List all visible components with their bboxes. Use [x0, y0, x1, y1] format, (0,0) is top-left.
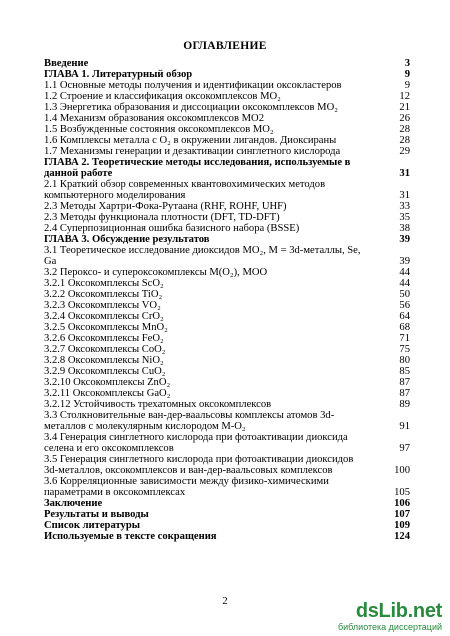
- toc-entry-page: 109: [394, 520, 410, 531]
- toc-entry: [44, 322, 410, 333]
- toc-entry: [44, 135, 410, 146]
- toc-entry: [44, 454, 410, 476]
- toc-entry-page: 3: [404, 58, 410, 69]
- toc-entry-title: 3.2 Пероксо- и супероксокомплексы M(O₂), MOO: [44, 267, 268, 278]
- toc-entry: [44, 300, 410, 311]
- page-number: 2: [222, 596, 228, 607]
- toc-entry: [44, 212, 410, 223]
- toc-title: ОГЛАВЛЕНИЕ: [183, 40, 267, 52]
- toc-entry-title: Список литературы: [44, 520, 141, 531]
- toc-entry-page: 39: [399, 256, 410, 267]
- toc-entry: [44, 344, 410, 355]
- toc-entry-title: 3.3 Столкновительные ван-дер-ваальсовы комплексы атомов 3d-металлов с молекулярным кислородом M-O₂: [44, 410, 335, 432]
- toc-entry-title: Введение: [44, 58, 89, 69]
- toc-entry-page: 91: [399, 421, 410, 432]
- toc-entry-title: 3.5 Генерация синглетного кислорода при фотоактивации диоксидов 3d-металлов, оксокомплексов и ван-дер-ваальсовых комплексов: [44, 454, 354, 476]
- toc-entry-page: 39: [399, 234, 410, 245]
- toc-entry-title: 1.7 Механизмы генерации и дезактивации синглетного кислорода: [44, 146, 341, 157]
- toc-entry-page: 26: [399, 113, 410, 124]
- table-of-contents: [44, 58, 410, 542]
- toc-entry-page: 28: [399, 124, 410, 135]
- toc-entry-page: 28: [399, 135, 410, 146]
- toc-entry-page: 44: [399, 267, 410, 278]
- toc-entry-title: 3.4 Генерация синглетного кислорода при фотоактивации диоксида селена и его оксокомплексов: [44, 432, 348, 454]
- toc-entry-page: 56: [399, 300, 410, 311]
- toc-entry-title: 2.3 Методы функционала плотности (DFT, TD-DFT): [44, 212, 280, 223]
- toc-entry-title: ГЛАВА 3. Обсуждение результатов: [44, 234, 210, 245]
- toc-entry-title: 3.2.5 Оксокомплексы MnO₂: [44, 322, 168, 333]
- toc-entry: [44, 399, 410, 410]
- toc-entry-title: 3.2.10 Оксокомплексы ZnO₂: [44, 377, 171, 388]
- toc-entry-title: ГЛАВА 2. Теоретические методы исследования, используемые в данной работе: [44, 157, 351, 179]
- toc-entry-page: 31: [399, 168, 410, 179]
- toc-entry-page: 80: [399, 355, 410, 366]
- toc-entry: [44, 531, 410, 542]
- toc-entry-page: 124: [394, 531, 410, 542]
- toc-entry: [44, 267, 410, 278]
- toc-entry-title: Заключение: [44, 498, 103, 509]
- toc-entry: [44, 410, 410, 432]
- toc-entry: [44, 113, 410, 124]
- toc-entry: [44, 245, 410, 267]
- toc-entry-title: 3.2.4 Оксокомплексы CrO₂: [44, 311, 164, 322]
- toc-entry-title: 2.3 Методы Хартри-Фока-Рутаана (RHF, ROHF, UHF): [44, 201, 287, 212]
- toc-entry-page: 29: [399, 146, 410, 157]
- toc-entry-title: 3.2.11 Оксокомплексы GaO₂: [44, 388, 171, 399]
- toc-entry-title: ГЛАВА 1. Литературный обзор: [44, 69, 193, 80]
- toc-entry-page: 38: [399, 223, 410, 234]
- toc-entry-page: 71: [399, 333, 410, 344]
- toc-entry-title: 2.4 Суперпозиционная ошибка базисного набора (BSSE): [44, 223, 300, 234]
- toc-entry: [44, 289, 410, 300]
- toc-entry: [44, 366, 410, 377]
- toc-entry-page: 75: [399, 344, 410, 355]
- toc-entry-title: 3.2.9 Оксокомплексы CuO₂: [44, 366, 166, 377]
- toc-entry-page: 9: [404, 69, 410, 80]
- watermark-subtitle: библиотека диссертаций: [337, 622, 442, 632]
- toc-entry: [44, 58, 410, 69]
- toc-entry: [44, 234, 410, 245]
- toc-entry-title: 1.1 Основные методы получения и идентификации оксокластеров: [44, 80, 342, 91]
- watermark-logo: dsLib.net: [355, 600, 442, 622]
- toc-entry-page: 12: [399, 91, 410, 102]
- toc-entry-page: 68: [399, 322, 410, 333]
- toc-entry: [44, 432, 410, 454]
- toc-entry-page: 97: [399, 443, 410, 454]
- toc-entry-page: 100: [394, 465, 410, 476]
- toc-entry: [44, 333, 410, 344]
- toc-entry: [44, 476, 410, 498]
- toc-entry-title: 3.2.8 Оксокомплексы NiO₂: [44, 355, 164, 366]
- toc-entry-title: 3.2.7 Оксокомплексы CoO₂: [44, 344, 166, 355]
- toc-entry-title: 3.1 Теоретическое исследование диоксидов MO₂, M = 3d-металлы, Se, Ga: [44, 245, 361, 267]
- toc-entry: [44, 377, 410, 388]
- toc-entry-page: 87: [399, 388, 410, 399]
- toc-entry-page: 33: [399, 201, 410, 212]
- toc-entry-title: 3.2.3 Оксокомплексы VO₂: [44, 300, 161, 311]
- toc-entry-page: 64: [399, 311, 410, 322]
- toc-entry-title: 3.2.1 Оксокомплексы ScO₂: [44, 278, 164, 289]
- toc-entry: [44, 498, 410, 509]
- toc-entry-title: 1.2 Строение и классификация оксокомплексов MO₂: [44, 91, 281, 102]
- toc-entry: [44, 311, 410, 322]
- toc-entry: [44, 157, 410, 179]
- toc-entry: [44, 102, 410, 113]
- toc-entry-page: 85: [399, 366, 410, 377]
- toc-entry-page: 21: [399, 102, 410, 113]
- toc-entry-title: 3.6 Корреляционные зависимости между физико-химическими параметрами в оксокомплексах: [44, 476, 329, 498]
- toc-entry-page: 35: [399, 212, 410, 223]
- toc-entry: [44, 124, 410, 135]
- toc-entry-page: 31: [399, 190, 410, 201]
- watermark: [292, 600, 442, 634]
- toc-entry-page: 105: [394, 487, 410, 498]
- toc-entry-page: 9: [404, 80, 410, 91]
- toc-entry-page: 107: [394, 509, 410, 520]
- toc-entry: [44, 355, 410, 366]
- toc-entry: [44, 201, 410, 212]
- toc-entry-title: 3.2.6 Оксокомплексы FeO₂: [44, 333, 164, 344]
- toc-entry-title: Используемые в тексте сокращения: [44, 531, 217, 542]
- toc-entry-title: Результаты и выводы: [44, 509, 149, 520]
- toc-entry-page: 44: [399, 278, 410, 289]
- toc-entry-title: 1.3 Энергетика образования и диссоциации оксокомплексов MO₂: [44, 102, 338, 113]
- toc-entry-title: 3.2.12 Устойчивость трехатомных оксокомплексов: [44, 399, 272, 410]
- toc-entry-title: 1.4 Механизм образования оксокомплексов MO2: [44, 113, 264, 124]
- toc-entry-page: 87: [399, 377, 410, 388]
- toc-entry-title: 1.6 Комплексы металла с O₂ в окружении лигандов. Диоксираны: [44, 135, 337, 146]
- toc-entry: [44, 520, 410, 531]
- toc-entry-title: 1.5 Возбужденные состояния оксокомплексов MO₂: [44, 124, 274, 135]
- toc-entry-page: 50: [399, 289, 410, 300]
- toc-entry: [44, 223, 410, 234]
- toc-entry-page: 89: [399, 399, 410, 410]
- toc-entry: [44, 388, 410, 399]
- toc-entry-title: 2.1 Краткий обзор современных квантовохимических методов компьютерного моделирования: [44, 179, 326, 201]
- toc-entry: [44, 179, 410, 201]
- toc-entry: [44, 146, 410, 157]
- toc-entry-page: 106: [394, 498, 410, 509]
- toc-entry: [44, 278, 410, 289]
- toc-entry: [44, 509, 410, 520]
- toc-entry: [44, 80, 410, 91]
- toc-entry-title: 3.2.2 Оксокомплексы TiO₂: [44, 289, 163, 300]
- toc-entry: [44, 69, 410, 80]
- toc-entry: [44, 91, 410, 102]
